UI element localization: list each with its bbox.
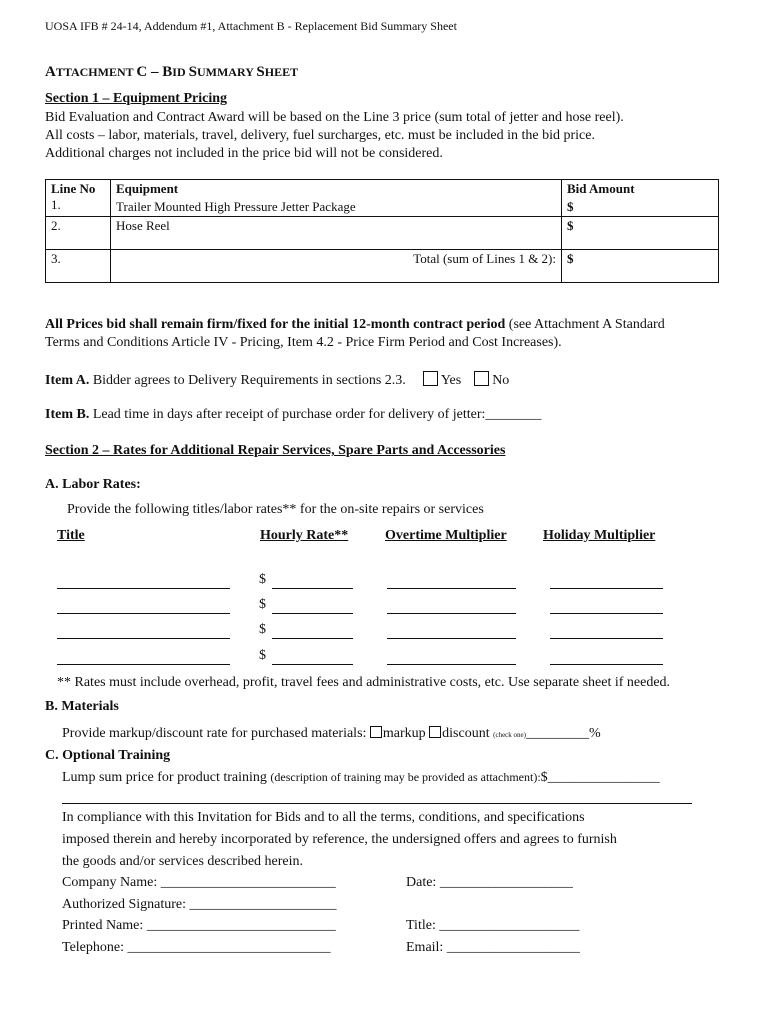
dollar-sign-3: $ bbox=[259, 622, 266, 637]
dollar-sign-4: $ bbox=[259, 648, 266, 663]
holiday-blank-2[interactable] bbox=[550, 613, 663, 614]
yes-checkbox[interactable] bbox=[423, 371, 438, 386]
training-heading: C. Optional Training bbox=[45, 748, 171, 763]
authorized-signature-field[interactable]: Authorized Signature: _____________________ bbox=[62, 897, 337, 912]
overtime-blank-2[interactable] bbox=[387, 613, 516, 614]
equipment-header: Equipment bbox=[111, 180, 562, 199]
prices-firm-line2: Terms and Conditions Article IV - Pricing, Item 4.2 - Price Firm Period and Cost Increases). bbox=[45, 335, 562, 350]
title-blank-4[interactable] bbox=[57, 664, 230, 665]
materials-line: Provide markup/discount rate for purchased materials: markup discount (check one)_________% bbox=[62, 726, 601, 741]
email-field[interactable]: Email: ___________________ bbox=[406, 940, 580, 955]
hourly-rate-blank-1[interactable] bbox=[272, 588, 353, 589]
discount-label: discount bbox=[442, 726, 490, 741]
col-overtime-multiplier: Overtime Multiplier bbox=[385, 528, 507, 543]
col-hourly-rate: Hourly Rate** bbox=[260, 528, 349, 543]
overtime-blank-1[interactable] bbox=[387, 588, 516, 589]
discount-checkbox[interactable] bbox=[429, 726, 441, 738]
col-holiday-multiplier: Holiday Multiplier bbox=[543, 528, 656, 543]
compliance-line-3: the goods and/or services described herein. bbox=[62, 854, 304, 869]
page-header: UOSA IFB # 24-14, Addendum #1, Attachment B - Replacement Bid Summary Sheet bbox=[45, 19, 457, 33]
holiday-blank-4[interactable] bbox=[550, 664, 663, 665]
item-a: Item A. Bidder agrees to Delivery Requirements in sections 2.3. Yes No bbox=[45, 373, 510, 388]
overtime-blank-4[interactable] bbox=[387, 664, 516, 665]
row-3-equipment: Total (sum of Lines 1 & 2): bbox=[111, 250, 562, 283]
training-description-blank[interactable] bbox=[62, 803, 692, 804]
holiday-blank-1[interactable] bbox=[550, 588, 663, 589]
markup-checkbox[interactable] bbox=[370, 726, 382, 738]
title-blank-2[interactable] bbox=[57, 613, 230, 614]
row-2-equipment: Hose Reel bbox=[111, 217, 562, 250]
row-1-amount[interactable]: $ bbox=[562, 198, 719, 217]
prices-firm-statement: All Prices bid shall remain firm/fixed for the initial 12-month contract period (see Attachment A Standard bbox=[45, 317, 665, 332]
percent-blank[interactable]: _________% bbox=[525, 726, 601, 741]
rates-note: ** Rates must include overhead, profit, travel fees and administrative costs, etc. Use separate sheet if needed. bbox=[57, 675, 671, 690]
printed-name-field[interactable]: Printed Name: ___________________________ bbox=[62, 918, 336, 933]
col-title: Title bbox=[57, 528, 85, 543]
dollar-sign-2: $ bbox=[259, 597, 266, 612]
holiday-blank-3[interactable] bbox=[550, 638, 663, 639]
markup-label: markup bbox=[382, 726, 426, 741]
section1-line-3: Additional charges not included in the price bid will not be considered. bbox=[45, 146, 443, 161]
line-no-header: Line No bbox=[51, 181, 96, 196]
dollar-sign-1: $ bbox=[259, 572, 266, 587]
hourly-rate-blank-2[interactable] bbox=[272, 613, 353, 614]
bid-table bbox=[45, 179, 719, 283]
section1-heading: Section 1 – Equipment Pricing bbox=[45, 91, 228, 106]
section2-heading: Section 2 – Rates for Additional Repair Services, Spare Parts and Accessories bbox=[45, 443, 506, 458]
row-2-line: 2. bbox=[46, 217, 111, 250]
no-checkbox[interactable] bbox=[474, 371, 489, 386]
date-field[interactable]: Date: ___________________ bbox=[406, 875, 573, 890]
training-line: Lump sum price for product training (description of training may be provided as attachment):$________________ bbox=[62, 770, 660, 785]
hourly-rate-blank-3[interactable] bbox=[272, 638, 353, 639]
title-field[interactable]: Title: ____________________ bbox=[406, 918, 580, 933]
telephone-field[interactable]: Telephone: _____________________________ bbox=[62, 940, 331, 955]
title-blank-1[interactable] bbox=[57, 588, 230, 589]
title-blank-3[interactable] bbox=[57, 638, 230, 639]
compliance-line-1: In compliance with this Invitation for Bids and to all the terms, conditions, and specifications bbox=[62, 810, 585, 825]
training-price-blank[interactable]: $________________ bbox=[540, 770, 660, 785]
labor-rates-heading: A. Labor Rates: bbox=[45, 477, 141, 492]
page-title: ATTACHMENT C – BID SUMMARY SHEET bbox=[45, 64, 299, 80]
materials-heading: B. Materials bbox=[45, 699, 119, 714]
company-name-field[interactable]: Company Name: _________________________ bbox=[62, 875, 336, 890]
compliance-line-2: imposed therein and hereby incorporated by reference, the undersigned offers and agrees to furnish bbox=[62, 832, 617, 847]
overtime-blank-3[interactable] bbox=[387, 638, 516, 639]
item-b: Item B. Lead time in days after receipt of purchase order for delivery of jetter:________ bbox=[45, 407, 542, 422]
section1-line-1: Bid Evaluation and Contract Award will be based on the Line 3 price (sum total of jetter and hose reel). bbox=[45, 110, 624, 125]
row-1-equipment: Trailer Mounted High Pressure Jetter Package bbox=[111, 198, 562, 217]
row-3-line: 3. bbox=[46, 250, 111, 283]
no-label: No bbox=[492, 373, 510, 388]
bid-amount-header: Bid Amount bbox=[562, 180, 719, 199]
row-3-amount[interactable]: $ bbox=[562, 250, 719, 283]
row-2-amount[interactable]: $ bbox=[562, 217, 719, 250]
check-one-note: (check one) bbox=[493, 731, 526, 739]
section1-line-2: All costs – labor, materials, travel, delivery, fuel surcharges, etc. must be included in the bid price. bbox=[45, 128, 595, 143]
line-no-header-cell bbox=[46, 180, 111, 217]
labor-rates-intro: Provide the following titles/labor rates** for the on-site repairs or services bbox=[67, 502, 484, 517]
row-1-line: 1. bbox=[51, 197, 61, 212]
yes-label: Yes bbox=[440, 373, 462, 388]
hourly-rate-blank-4[interactable] bbox=[272, 664, 353, 665]
